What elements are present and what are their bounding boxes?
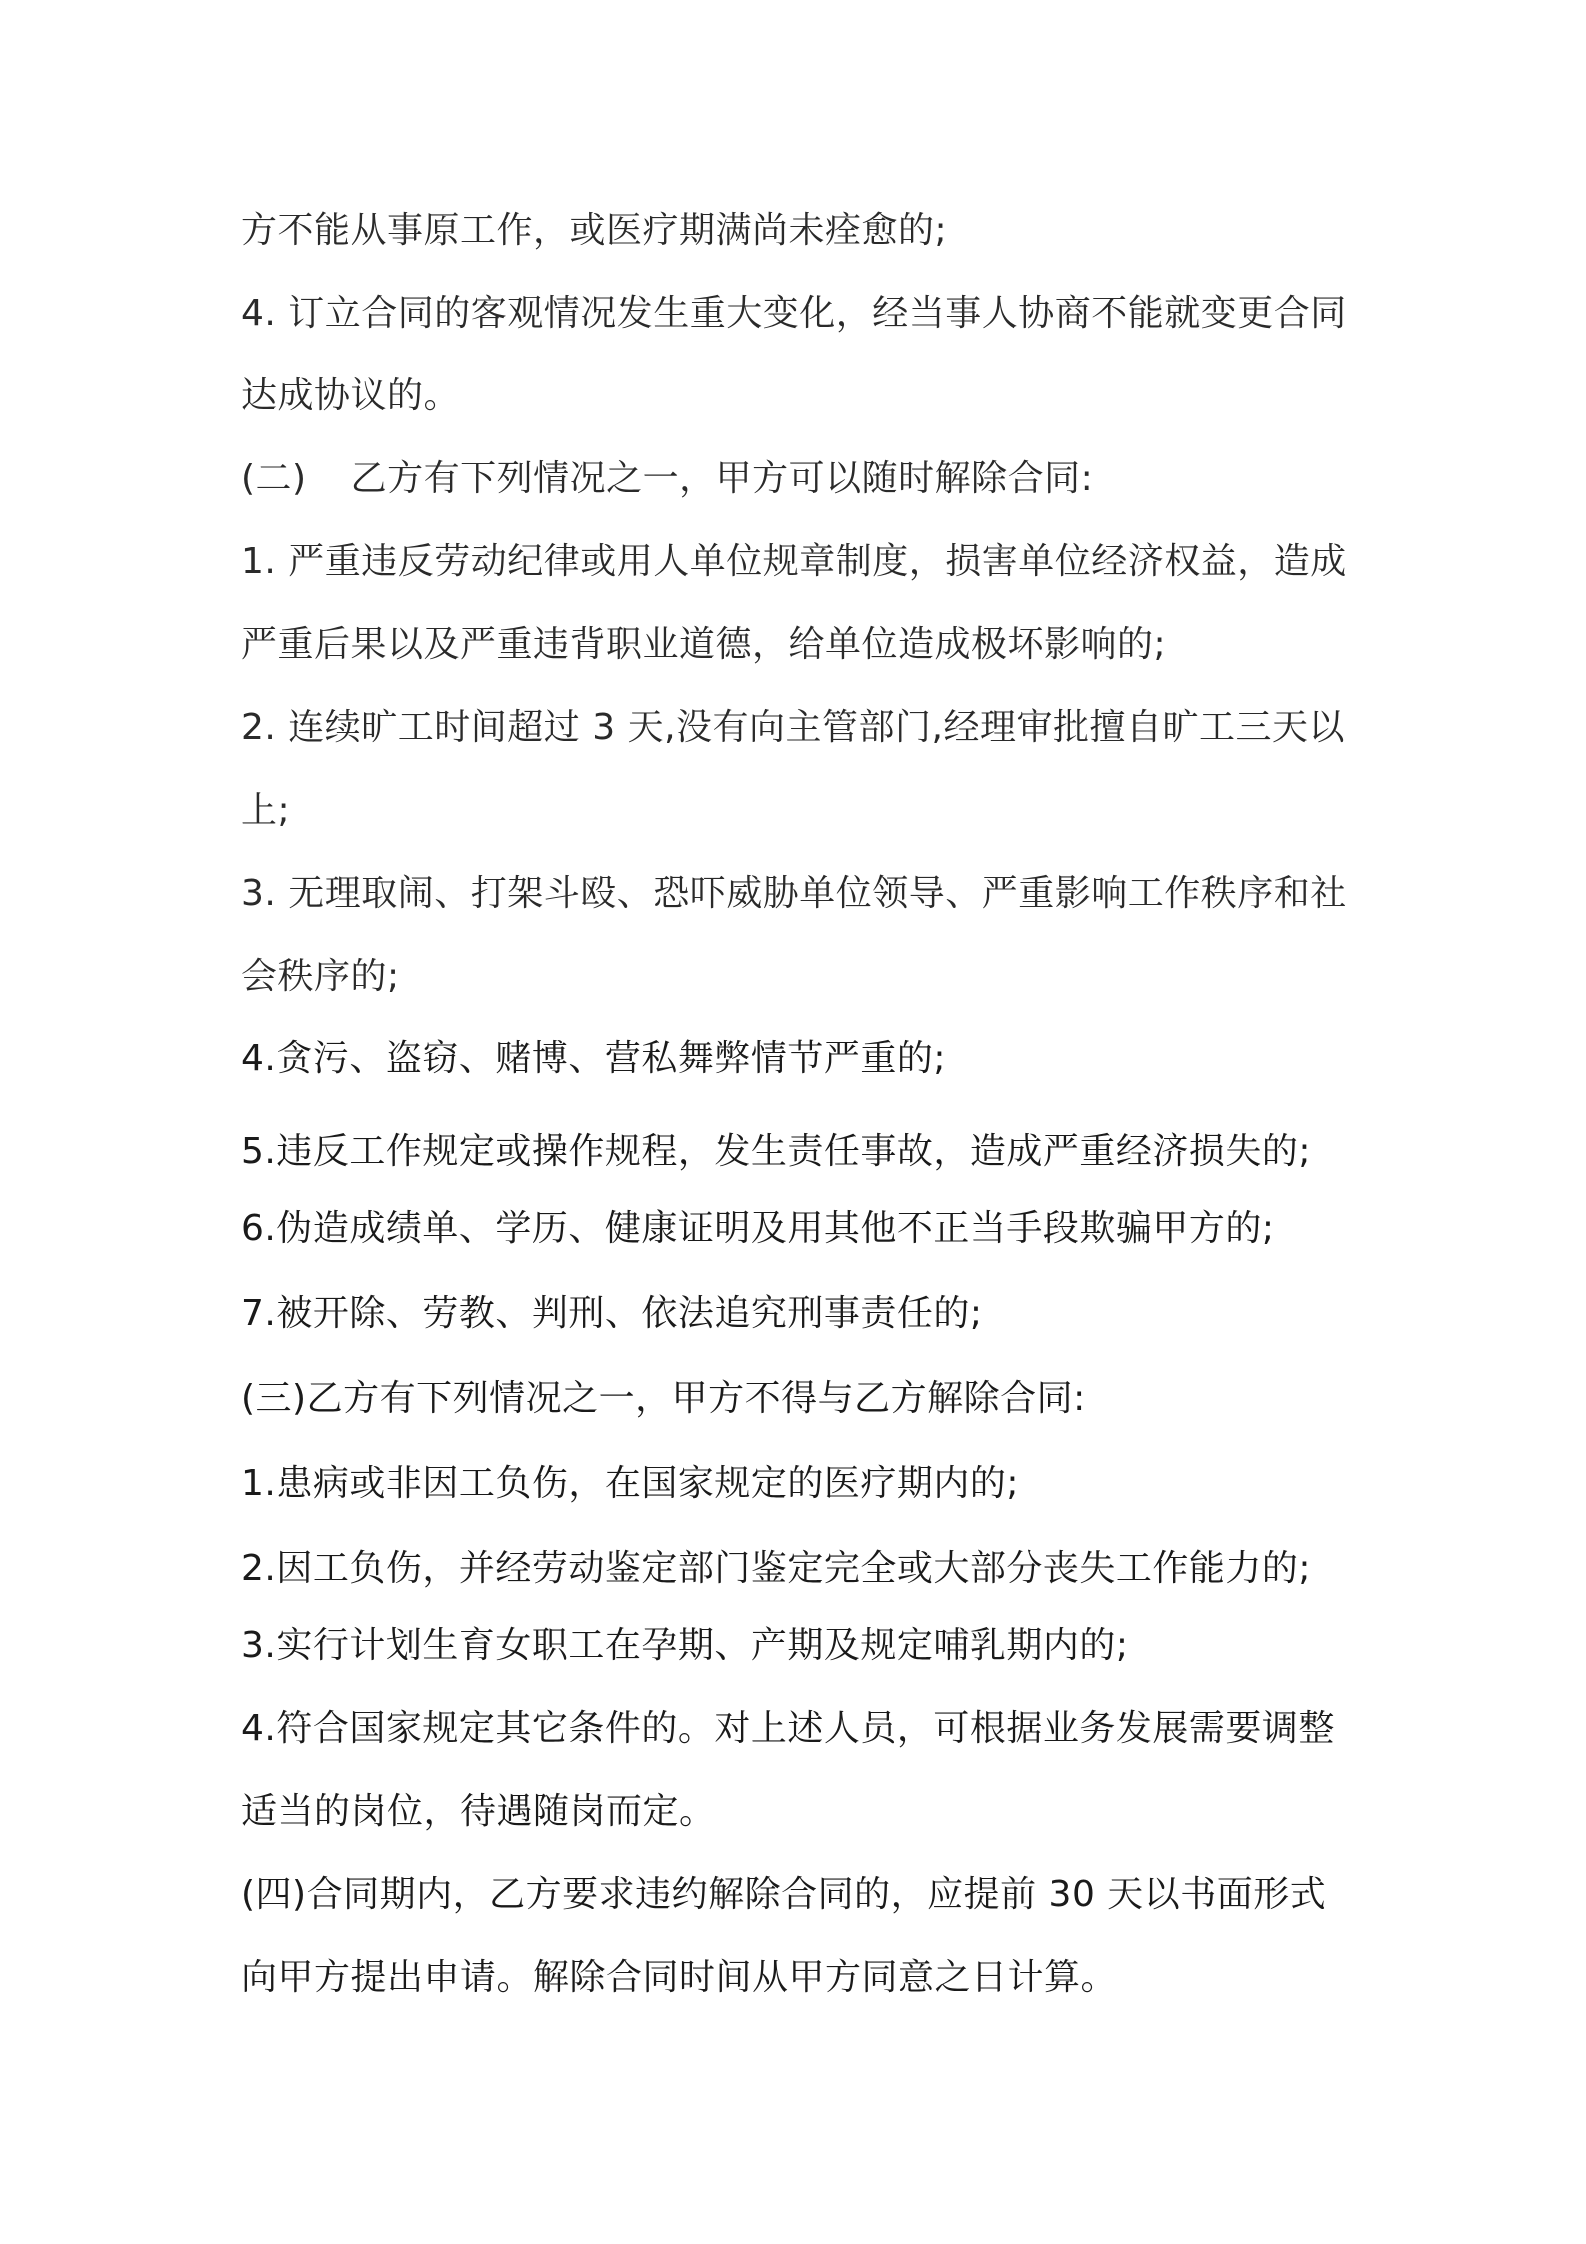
- section-2-heading: [241, 455, 1093, 503]
- text-line-10: 会秩序的;: [241, 956, 400, 997]
- section-3-heading: (三)乙方有下列情况之一，甲方不得与乙方解除合同:: [241, 1378, 1086, 1419]
- text-line-20: 适当的岗位，待遇随岗而定。: [241, 1791, 716, 1832]
- text-line-11: 4.贪污、盗窃、赌博、营私舞弊情节严重的;: [241, 1038, 946, 1079]
- text-line-1: 方不能从事原工作，或医疗期满尚未痊愈的;: [241, 210, 948, 251]
- text-line-6: 严重后果以及严重违背职业道德，给单位造成极坏影响的;: [241, 624, 1167, 665]
- text-line-16: 1.患病或非因工负伤，在国家规定的医疗期内的;: [241, 1463, 1019, 1504]
- text-line-8: 上;: [241, 790, 291, 831]
- section-2-title: 乙方有下列情况之一，甲方可以随时解除合同:: [350, 458, 1094, 499]
- text-line-5: 1. 严重违反劳动纪律或用人单位规章制度，损害单位经济权益，造成: [241, 541, 1347, 582]
- text-line-2: 4. 订立合同的客观情况发生重大变化，经当事人协商不能就变更合同: [241, 293, 1347, 334]
- text-line-22: 向甲方提出申请。解除合同时间从甲方同意之日计算。: [241, 1957, 1118, 1998]
- section-4-heading: (四)合同期内，乙方要求违约解除合同的，应提前 30 天以书面形式: [241, 1874, 1327, 1915]
- text-line-18: 3.实行计划生育女职工在孕期、产期及规定哺乳期内的;: [241, 1625, 1129, 1666]
- text-line-7: 2. 连续旷工时间超过 3 天,没有向主管部门,经理审批擅自旷工三天以: [241, 707, 1345, 748]
- text-line-13: 6.伪造成绩单、学历、健康证明及用其他不正当手段欺骗甲方的;: [241, 1208, 1275, 1249]
- text-line-19: 4.符合国家规定其它条件的。对上述人员，可根据业务发展需要调整: [241, 1708, 1335, 1749]
- text-line-9: 3. 无理取闹、打架斗殴、恐吓威胁单位领导、严重影响工作秩序和社: [241, 873, 1347, 914]
- text-line-17: 2.因工负伤，并经劳动鉴定部门鉴定完全或大部分丧失工作能力的;: [241, 1548, 1311, 1589]
- text-line-14: 7.被开除、劳教、判刑、依法追究刑事责任的;: [241, 1293, 983, 1334]
- text-line-3: 达成协议的。: [241, 375, 461, 416]
- text-line-12: 5.违反工作规定或操作规程，发生责任事故，造成严重经济损失的;: [241, 1131, 1311, 1172]
- section-2-number: (二): [241, 458, 307, 499]
